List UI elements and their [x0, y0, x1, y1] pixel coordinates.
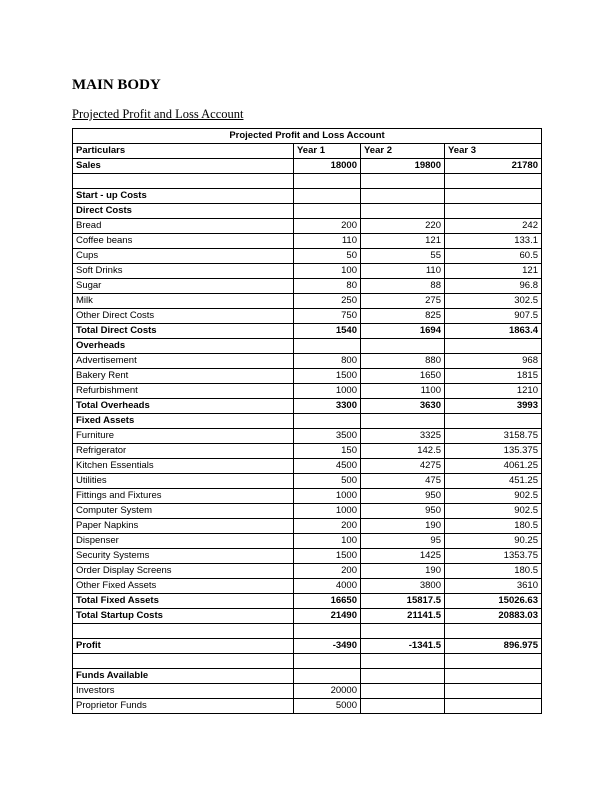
row-label: Dispenser: [73, 534, 294, 549]
year-1-value: 150: [294, 444, 361, 459]
year-3-value: 3610: [445, 579, 542, 594]
year-2-value: 220: [361, 219, 445, 234]
header-year-3: Year 3: [445, 144, 542, 159]
table-row: [73, 699, 542, 714]
table-row: [73, 189, 542, 204]
header-year-2: Year 2: [361, 144, 445, 159]
row-label: Utilities: [73, 474, 294, 489]
year-3-value: 3158.75: [445, 429, 542, 444]
row-label: Furniture: [73, 429, 294, 444]
table-row: [73, 309, 542, 324]
year-3-value: 242: [445, 219, 542, 234]
table-title-row: [73, 129, 542, 144]
year-1-value: [294, 204, 361, 219]
year-3-value: 21780: [445, 159, 542, 174]
year-2-value: [361, 624, 445, 639]
year-1-value: 18000: [294, 159, 361, 174]
year-3-value: 902.5: [445, 504, 542, 519]
year-1-value: 16650: [294, 594, 361, 609]
year-2-value: 950: [361, 489, 445, 504]
row-label: Bread: [73, 219, 294, 234]
row-label: [73, 174, 294, 189]
year-2-value: [361, 189, 445, 204]
year-3-value: 3993: [445, 399, 542, 414]
year-2-value: 19800: [361, 159, 445, 174]
table-row: [73, 339, 542, 354]
row-label: Coffee beans: [73, 234, 294, 249]
table-row: [73, 414, 542, 429]
year-2-value: [361, 339, 445, 354]
table-row: [73, 684, 542, 699]
year-2-value: 190: [361, 519, 445, 534]
row-label: Bakery Rent: [73, 369, 294, 384]
year-2-value: 15817.5: [361, 594, 445, 609]
table-row: [73, 489, 542, 504]
year-1-value: 4000: [294, 579, 361, 594]
year-1-value: 80: [294, 279, 361, 294]
year-2-value: 950: [361, 504, 445, 519]
row-label: Other Direct Costs: [73, 309, 294, 324]
year-3-value: [445, 654, 542, 669]
row-label: Advertisement: [73, 354, 294, 369]
row-label: Profit: [73, 639, 294, 654]
table-row: [73, 594, 542, 609]
row-label: [73, 624, 294, 639]
year-3-value: 20883.03: [445, 609, 542, 624]
year-3-value: [445, 624, 542, 639]
year-1-value: 21490: [294, 609, 361, 624]
row-label: Paper Napkins: [73, 519, 294, 534]
year-1-value: [294, 189, 361, 204]
table-row: [73, 534, 542, 549]
year-1-value: [294, 339, 361, 354]
table-title: Projected Profit and Loss Account: [73, 129, 542, 144]
year-3-value: 902.5: [445, 489, 542, 504]
table-row: [73, 354, 542, 369]
row-label: Cups: [73, 249, 294, 264]
table-header-row: [73, 144, 542, 159]
row-label: Total Direct Costs: [73, 324, 294, 339]
table-row: [73, 369, 542, 384]
year-1-value: 110: [294, 234, 361, 249]
table-row: [73, 444, 542, 459]
year-3-value: 133.1: [445, 234, 542, 249]
year-3-value: [445, 189, 542, 204]
row-label: Refurbishment: [73, 384, 294, 399]
table-row: [73, 249, 542, 264]
year-2-value: [361, 414, 445, 429]
row-label: [73, 654, 294, 669]
year-1-value: 1500: [294, 369, 361, 384]
year-3-value: 90.25: [445, 534, 542, 549]
year-1-value: -3490: [294, 639, 361, 654]
table-row: [73, 294, 542, 309]
year-3-value: 451.25: [445, 474, 542, 489]
table-row: [73, 429, 542, 444]
year-2-value: 275: [361, 294, 445, 309]
profit-loss-table: [72, 128, 542, 714]
table-row: [73, 609, 542, 624]
year-3-value: 15026.63: [445, 594, 542, 609]
year-3-value: 180.5: [445, 564, 542, 579]
year-1-value: [294, 654, 361, 669]
year-3-value: 302.5: [445, 294, 542, 309]
table-row: [73, 474, 542, 489]
table-row: [73, 324, 542, 339]
year-1-value: 250: [294, 294, 361, 309]
year-3-value: 180.5: [445, 519, 542, 534]
year-3-value: 896.975: [445, 639, 542, 654]
year-3-value: 96.8: [445, 279, 542, 294]
year-2-value: 1425: [361, 549, 445, 564]
year-2-value: [361, 174, 445, 189]
year-1-value: 200: [294, 519, 361, 534]
row-label: Proprietor Funds: [73, 699, 294, 714]
year-1-value: 1000: [294, 489, 361, 504]
year-1-value: [294, 624, 361, 639]
section-subheading: Projected Profit and Loss Account: [72, 107, 244, 121]
year-2-value: 190: [361, 564, 445, 579]
year-1-value: 20000: [294, 684, 361, 699]
header-year-1: Year 1: [294, 144, 361, 159]
table-row: [73, 654, 542, 669]
row-label: Sugar: [73, 279, 294, 294]
table-row: [73, 219, 542, 234]
row-label: Total Fixed Assets: [73, 594, 294, 609]
year-3-value: [445, 174, 542, 189]
year-3-value: [445, 699, 542, 714]
year-1-value: 4500: [294, 459, 361, 474]
row-label: Kitchen Essentials: [73, 459, 294, 474]
year-3-value: [445, 204, 542, 219]
year-1-value: 1000: [294, 504, 361, 519]
table-row: [73, 639, 542, 654]
table-row: [73, 204, 542, 219]
table-row: [73, 174, 542, 189]
year-2-value: 55: [361, 249, 445, 264]
year-2-value: 825: [361, 309, 445, 324]
table-row: [73, 234, 542, 249]
year-1-value: 3300: [294, 399, 361, 414]
year-3-value: 968: [445, 354, 542, 369]
row-label: Direct Costs: [73, 204, 294, 219]
year-3-value: 1210: [445, 384, 542, 399]
year-3-value: 135.375: [445, 444, 542, 459]
year-2-value: [361, 699, 445, 714]
row-label: Other Fixed Assets: [73, 579, 294, 594]
table-row: [73, 159, 542, 174]
year-2-value: 3325: [361, 429, 445, 444]
table-row: [73, 504, 542, 519]
row-label: Investors: [73, 684, 294, 699]
year-1-value: 1540: [294, 324, 361, 339]
year-1-value: [294, 174, 361, 189]
year-2-value: 880: [361, 354, 445, 369]
table-row: [73, 264, 542, 279]
row-label: Security Systems: [73, 549, 294, 564]
row-label: Computer System: [73, 504, 294, 519]
year-3-value: 60.5: [445, 249, 542, 264]
year-1-value: 1500: [294, 549, 361, 564]
table-row: [73, 579, 542, 594]
table-row: [73, 279, 542, 294]
year-1-value: 50: [294, 249, 361, 264]
year-2-value: [361, 684, 445, 699]
year-2-value: 21141.5: [361, 609, 445, 624]
year-2-value: 3800: [361, 579, 445, 594]
year-2-value: 3630: [361, 399, 445, 414]
year-1-value: 750: [294, 309, 361, 324]
year-2-value: 88: [361, 279, 445, 294]
table-row: [73, 519, 542, 534]
row-label: Fittings and Fixtures: [73, 489, 294, 504]
year-3-value: [445, 684, 542, 699]
year-3-value: 907.5: [445, 309, 542, 324]
table-row: [73, 384, 542, 399]
year-2-value: 95: [361, 534, 445, 549]
year-2-value: 4275: [361, 459, 445, 474]
year-2-value: 475: [361, 474, 445, 489]
table-row: [73, 669, 542, 684]
row-label: Sales: [73, 159, 294, 174]
year-1-value: 3500: [294, 429, 361, 444]
row-label: Total Overheads: [73, 399, 294, 414]
row-label: Refrigerator: [73, 444, 294, 459]
year-1-value: 200: [294, 564, 361, 579]
table-row: [73, 624, 542, 639]
row-label: Funds Available: [73, 669, 294, 684]
row-label: Soft Drinks: [73, 264, 294, 279]
year-2-value: 121: [361, 234, 445, 249]
year-1-value: 500: [294, 474, 361, 489]
year-3-value: 1863.4: [445, 324, 542, 339]
year-3-value: [445, 414, 542, 429]
year-1-value: [294, 669, 361, 684]
row-label: Start - up Costs: [73, 189, 294, 204]
year-3-value: 1353.75: [445, 549, 542, 564]
row-label: Total Startup Costs: [73, 609, 294, 624]
table-row: [73, 459, 542, 474]
year-1-value: 200: [294, 219, 361, 234]
year-2-value: 1100: [361, 384, 445, 399]
year-1-value: 100: [294, 534, 361, 549]
year-1-value: [294, 414, 361, 429]
year-2-value: [361, 204, 445, 219]
table-row: [73, 549, 542, 564]
year-3-value: 1815: [445, 369, 542, 384]
year-2-value: 142.5: [361, 444, 445, 459]
year-2-value: [361, 654, 445, 669]
year-3-value: [445, 669, 542, 684]
year-2-value: 1694: [361, 324, 445, 339]
year-2-value: -1341.5: [361, 639, 445, 654]
year-1-value: 1000: [294, 384, 361, 399]
year-1-value: 5000: [294, 699, 361, 714]
year-1-value: 800: [294, 354, 361, 369]
year-2-value: 110: [361, 264, 445, 279]
table-row: [73, 399, 542, 414]
row-label: Order Display Screens: [73, 564, 294, 579]
table-row: [73, 564, 542, 579]
year-3-value: 121: [445, 264, 542, 279]
row-label: Milk: [73, 294, 294, 309]
header-particulars: Particulars: [73, 144, 294, 159]
year-2-value: [361, 669, 445, 684]
year-1-value: 100: [294, 264, 361, 279]
year-2-value: 1650: [361, 369, 445, 384]
year-3-value: 4061.25: [445, 459, 542, 474]
page-heading: MAIN BODY: [72, 77, 161, 93]
row-label: Fixed Assets: [73, 414, 294, 429]
row-label: Overheads: [73, 339, 294, 354]
year-3-value: [445, 339, 542, 354]
